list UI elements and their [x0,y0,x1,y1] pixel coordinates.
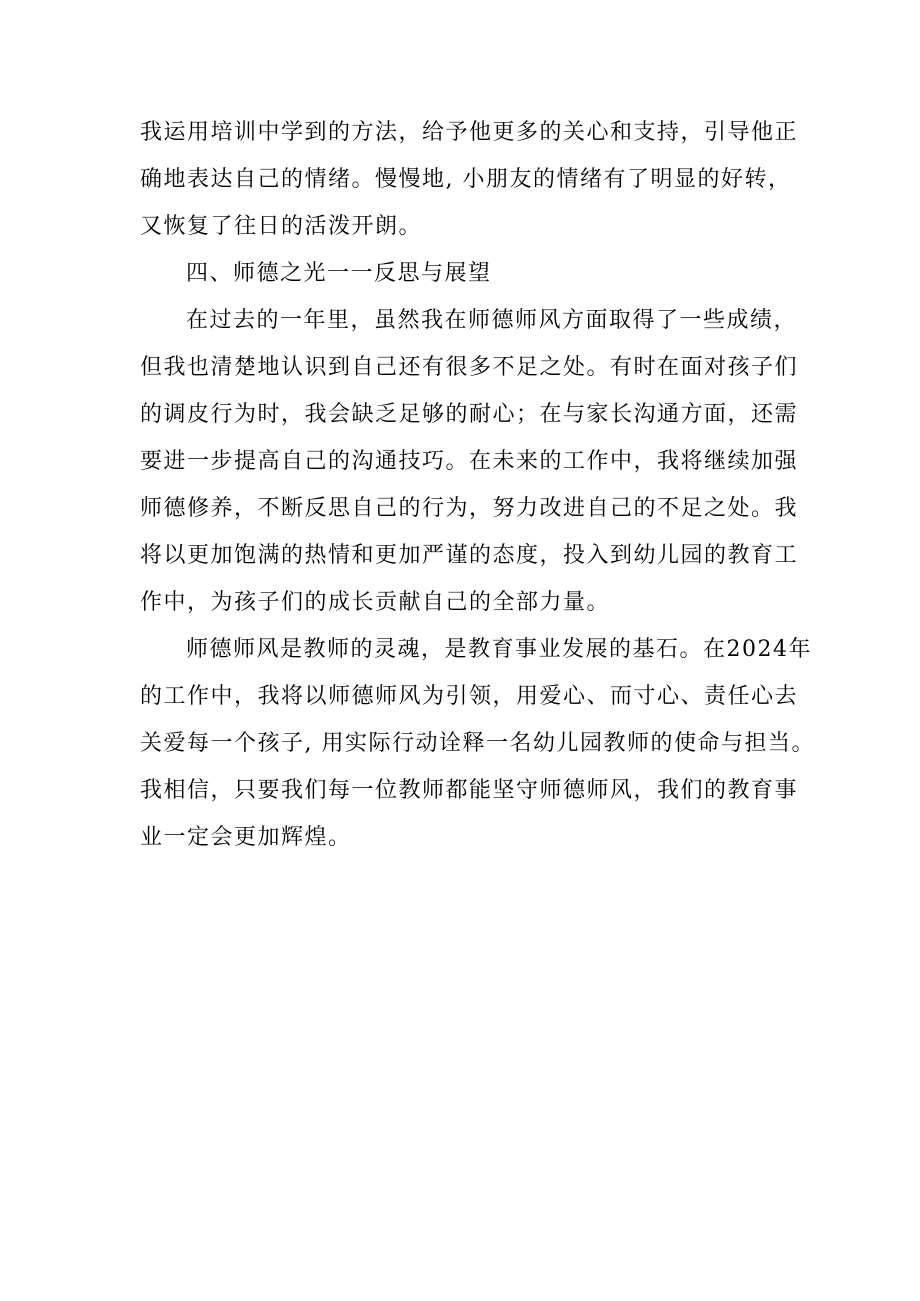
text-line: 的工作中，我将以师德师风为引领，用爱心、而寸心、责任心去 [140,684,799,709]
text-line: 将以更加饱满的热情和更加严谨的态度，投入到幼儿园的教育工 [140,543,799,568]
text-line: 我运用培训中学到的方法，给予他更多的关心和支持，引导他正 [140,120,799,145]
text-line: 我相信，只要我们每一位教师都能坚守师德师风，我们的教育事 [140,778,799,803]
document-body [140,109,815,861]
text-line: 又恢复了往日的活泼开朗。 [140,214,423,239]
section-heading: 四、师德之光一一反思与展望 [186,261,492,286]
text-line: 的调皮行为时，我会缺乏足够的耐心；在与家长沟通方面，还需 [140,402,799,427]
text-line: 业一定会更加辉煌。 [140,825,352,850]
text-line: 在过去的一年里，虽然我在师德师风方面取得了一些成绩， [186,308,798,333]
text-line: 但我也清楚地认识到自己还有很多不足之处。有时在面对孩子们 [140,355,799,380]
text-line: 确地表达自己的情绪。慢慢地, 小朋友的情绪有了明显的好转， [140,167,792,192]
text-line: 关爱每一个孩子, 用实际行动诠释一名幼儿园教师的使命与担当。 [140,731,815,756]
text-line: 要进一步提高自己的沟通技巧。在未来的工作中，我将继续加强 [140,449,799,474]
text-line: 作中，为孩子们的成长贡献自己的全部力量。 [140,590,611,615]
text-line: 师德师风是教师的灵魂，是教育事业发展的基石。在2024年 [186,637,812,662]
text-line: 师德修养，不断反思自己的行为，努力改进自己的不足之处。我 [140,496,799,521]
